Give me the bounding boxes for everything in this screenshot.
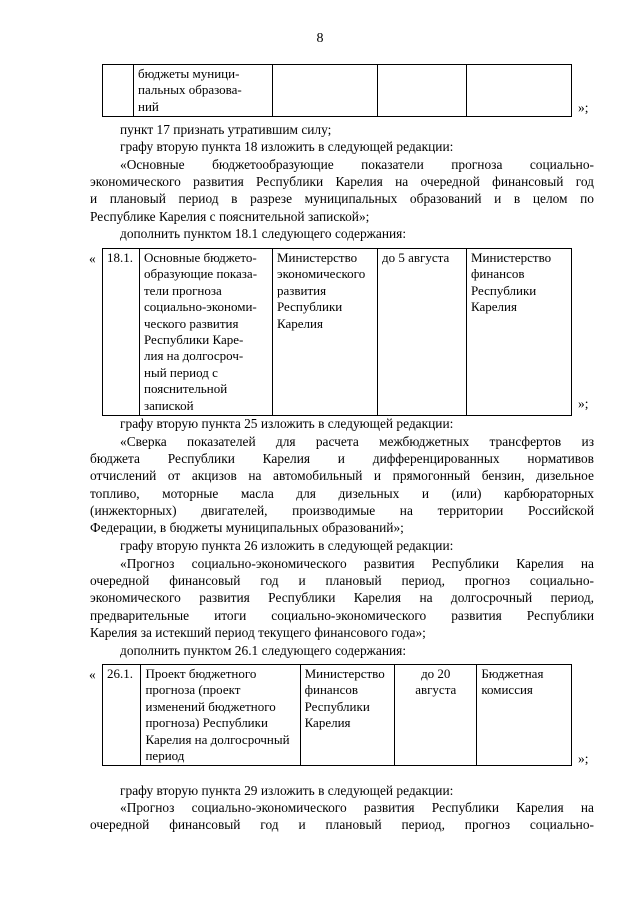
paragraph-item-26-intro: графу вторую пункта 26 изложить в следующей редакции:	[120, 538, 454, 553]
paragraph-item-18-intro: графу вторую пункта 18 изложить в следующей редакции:	[120, 139, 454, 154]
table-row	[103, 65, 572, 117]
table-cell-num	[103, 65, 134, 117]
closing-quote: »;	[578, 751, 589, 766]
text-line: Федерации, в бюджеты муниципальных образований»;	[90, 520, 404, 536]
paragraph-add-26-1: дополнить пунктом 26.1 следующего содержания:	[120, 643, 407, 658]
table-cell-exec: Министерство экономического развития Республики Карелия	[273, 249, 378, 416]
paragraph-item-29-text	[90, 799, 594, 833]
text-line: отчислений от акцизов на автомобильный и прямогонный бензин, дизельное	[90, 468, 594, 484]
table-row	[103, 249, 572, 416]
paragraph-item-25-intro: графу вторую пункта 25 изложить в следующей редакции:	[120, 416, 454, 431]
paragraph-item-25-text	[90, 433, 594, 536]
table-cell-term: до 5 августа	[378, 249, 467, 416]
table-cell-term	[378, 65, 467, 117]
table-cell-recv	[467, 65, 572, 117]
text-line: Республике Карелия с пояснительной запиской»;	[90, 208, 370, 224]
table-cell-recv: Бюджетная комиссия	[477, 665, 572, 766]
page-number: 8	[316, 31, 324, 46]
text-line: топливо, моторные масла для дизельных и (или) карбюраторных	[90, 485, 594, 501]
text-line: Карелия за истекший период текущего финансового года»;	[90, 624, 426, 640]
paragraph-item-29-intro: графу вторую пункта 29 изложить в следующей редакции:	[120, 783, 454, 798]
table-cell-num: 26.1.	[103, 665, 141, 766]
paragraph-item-17: пункт 17 признать утратившим силу;	[120, 122, 332, 137]
table-cell-term: до 20 августа	[395, 665, 477, 766]
text-line: и плановый период в разрезе муниципальных образований и в целом по	[90, 191, 594, 207]
text-line: «Прогноз социально-экономического развития Республики Карелия на	[120, 800, 594, 815]
text-line: «Сверка показателей для расчета межбюджетных трансфертов из	[120, 434, 594, 449]
text-line: «Прогноз социально-экономического развития Республики Карелия на	[120, 556, 594, 571]
text-line: экономического развития Республики Карелия на долгосрочный период,	[90, 590, 594, 606]
table-cell-recv: Министерство финансов Республики Карелия	[467, 249, 572, 416]
table-cell-name: Проект бюджетного прогноза (проект изменений бюджетного прогноза) Республики Карелия на долгосрочный период	[141, 665, 300, 766]
table-cell-name: Основные бюджето- образующие показа- тели прогноза социально-экономи- ческого развития Республики Каре- лия на долгосроч- ный период с пояснительной запиской	[140, 249, 273, 416]
table-cell-exec: Министерство финансов Республики Карелия	[300, 665, 395, 766]
paragraph-item-26-text	[90, 555, 594, 641]
text-line: бюджета Республики Карелия и дифференцированных нормативов	[90, 451, 594, 467]
table-cell-exec	[273, 65, 378, 117]
paragraph-item-18-text	[90, 156, 594, 225]
paragraph-add-18-1: дополнить пунктом 18.1 следующего содержания:	[120, 226, 407, 241]
table-row	[103, 665, 572, 766]
text-line: (инжекторных) двигателей, производимые на территории Российской	[90, 502, 594, 518]
opening-quote: «	[89, 251, 96, 266]
text-line: очередной финансовый год и плановый период, прогноз социально-	[90, 573, 594, 589]
text-line: предварительные итоги социально-экономического развития Республики	[90, 607, 594, 623]
closing-quote: »;	[578, 396, 589, 411]
text-line: экономического развития Республики Карелия на очередной финансовый год	[90, 174, 594, 190]
table-cell-num: 18.1.	[103, 249, 140, 416]
closing-quote: »;	[578, 100, 589, 115]
table-item-26-1	[102, 664, 572, 766]
table-item-18-1	[102, 248, 572, 416]
text-line: «Основные бюджетообразующие показатели прогноза социально-	[120, 157, 594, 172]
text-line: очередной финансовый год и плановый период, прогноз социально-	[90, 817, 594, 833]
opening-quote: «	[89, 667, 96, 682]
table-cell-name: бюджеты муници- пальных образова- ний	[134, 65, 273, 117]
table-continuation	[102, 64, 572, 117]
